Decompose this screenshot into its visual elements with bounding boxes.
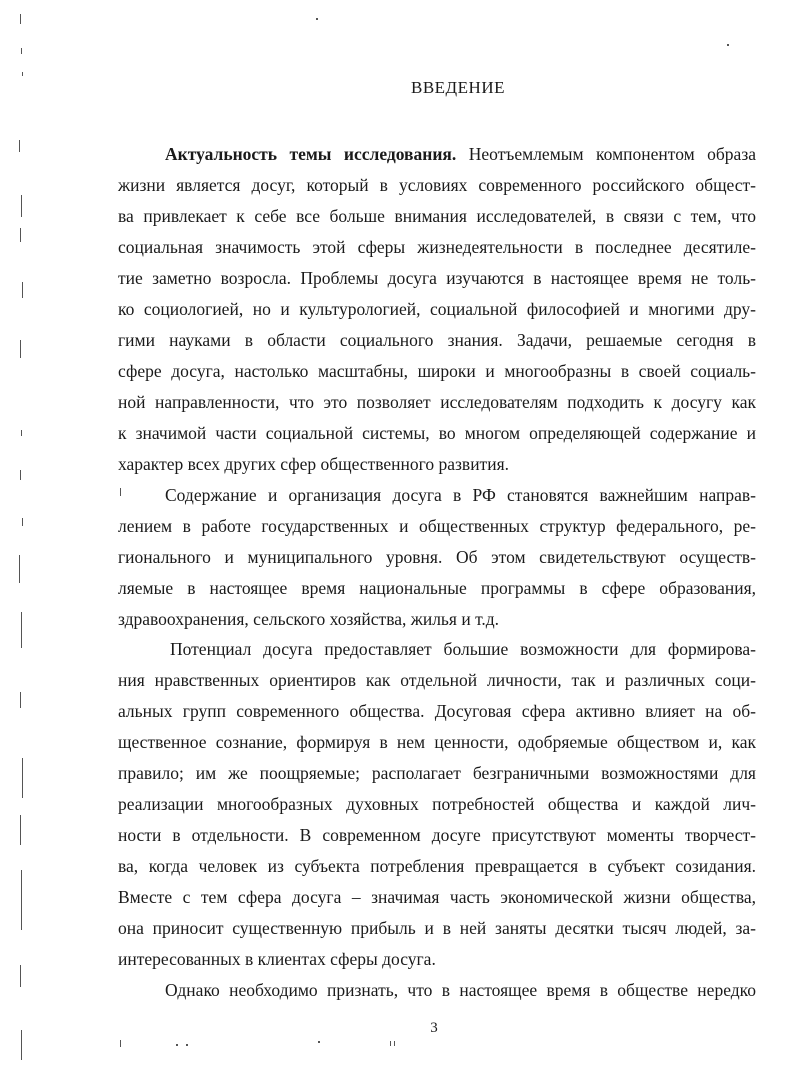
text-line: Однако необходимо признать, что в настоящее время в обществе нередко xyxy=(165,980,756,1000)
text-line-content: Неотъемлемым компонентом образа xyxy=(456,144,756,164)
scan-noise xyxy=(186,1044,188,1046)
text-line: ности в отдельности. В современном досуге присутствуют моменты творчест- xyxy=(118,825,756,845)
scan-noise xyxy=(22,518,23,526)
scan-noise xyxy=(19,555,20,583)
scan-noise xyxy=(20,815,21,845)
text-line: гионального и муниципального уровня. Об этом свидетельствуют осуществ- xyxy=(118,547,756,567)
text-line: Потенциал досуга предоставляет большие возможности для формирова- xyxy=(170,639,756,659)
scan-noise xyxy=(21,48,22,54)
scan-noise xyxy=(394,1041,395,1046)
scan-noise xyxy=(727,44,729,46)
text-line: она приносит существенную прибыль и в ней заняты десятки тысяч людей, за- xyxy=(118,918,756,938)
scan-noise xyxy=(21,1030,22,1060)
text-line: ной направленности, что это позволяет исследователям подходить к досугу как xyxy=(118,392,756,412)
text-line: щественное сознание, формируя в нем ценности, одобряемые обществом и, как xyxy=(118,732,756,752)
scan-noise xyxy=(120,488,121,496)
text-line: гими науками в области социального знания. Задачи, решаемые сегодня в xyxy=(118,330,756,350)
scan-noise xyxy=(21,430,22,436)
scan-noise xyxy=(22,72,23,76)
scan-noise xyxy=(316,18,318,20)
text-line: характер всех других сфер общественного развития. xyxy=(118,454,509,474)
scan-noise xyxy=(20,692,21,708)
text-line xyxy=(165,143,756,165)
text-line: к значимой части социальной системы, во многом определяющей содержание и xyxy=(118,423,756,443)
text-line: реализации многообразных духовных потребностей общества и каждой лич- xyxy=(118,794,756,814)
text-line: сфере досуга, настолько масштабны, широки и многообразны в своей социаль- xyxy=(118,361,756,381)
scan-noise xyxy=(390,1041,391,1046)
scan-noise xyxy=(21,612,22,648)
scan-noise xyxy=(318,1041,320,1043)
text-line: ко социологией, но и культурологией, социальной философией и многими дру- xyxy=(118,299,756,319)
scan-noise xyxy=(20,965,21,987)
text-line: лением в работе государственных и общественных структур федерального, ре- xyxy=(118,516,756,536)
scan-noise xyxy=(176,1044,178,1046)
scan-noise xyxy=(21,870,22,930)
scan-noise xyxy=(120,1040,121,1047)
text-line: Вместе с тем сфера досуга – значимая часть экономической жизни общества, xyxy=(118,887,756,907)
scan-noise xyxy=(19,140,20,152)
scan-noise xyxy=(22,758,23,798)
scan-noise xyxy=(20,470,21,480)
page-title: ВВЕДЕНИЕ xyxy=(411,78,505,97)
scan-noise xyxy=(22,282,23,298)
text-line: ляемые в настоящее время национальные программы в сфере образования, xyxy=(118,578,756,598)
text-line: Содержание и организация досуга в РФ становятся важнейшим направ- xyxy=(165,485,756,505)
text-line: жизни является досуг, который в условиях современного российского общест- xyxy=(118,175,756,195)
text-line: социальная значимость этой сферы жизнедеятельности в последнее десятиле- xyxy=(118,237,756,257)
text-line: здравоохранения, сельского хозяйства, жилья и т.д. xyxy=(118,609,500,629)
scan-noise xyxy=(20,228,21,242)
text-line: ния нравственных ориентиров как отдельной личности, так и различных соци- xyxy=(118,670,756,690)
text-line: интересованных в клиентах сферы досуга. xyxy=(118,949,436,969)
scan-noise xyxy=(20,340,21,358)
page-number: 3 xyxy=(430,1020,438,1036)
text-line: тие заметно возросла. Проблемы досуга изучаются в настоящее время не толь- xyxy=(118,268,756,288)
text-line: ва, когда человек из субъекта потребления превращается в субъект созидания. xyxy=(118,856,756,876)
bold-lead: Актуальность темы исследования. xyxy=(165,144,457,164)
text-line: ва привлекает к себе все больше внимания исследователей, в связи с тем, что xyxy=(118,206,756,226)
text-line: альных групп современного общества. Досуговая сфера активно влияет на об- xyxy=(118,701,756,721)
scan-noise xyxy=(20,14,21,24)
scan-noise xyxy=(21,195,22,217)
text-line: правило; им же поощряемые; располагает безграничными возможностями для xyxy=(118,763,756,783)
